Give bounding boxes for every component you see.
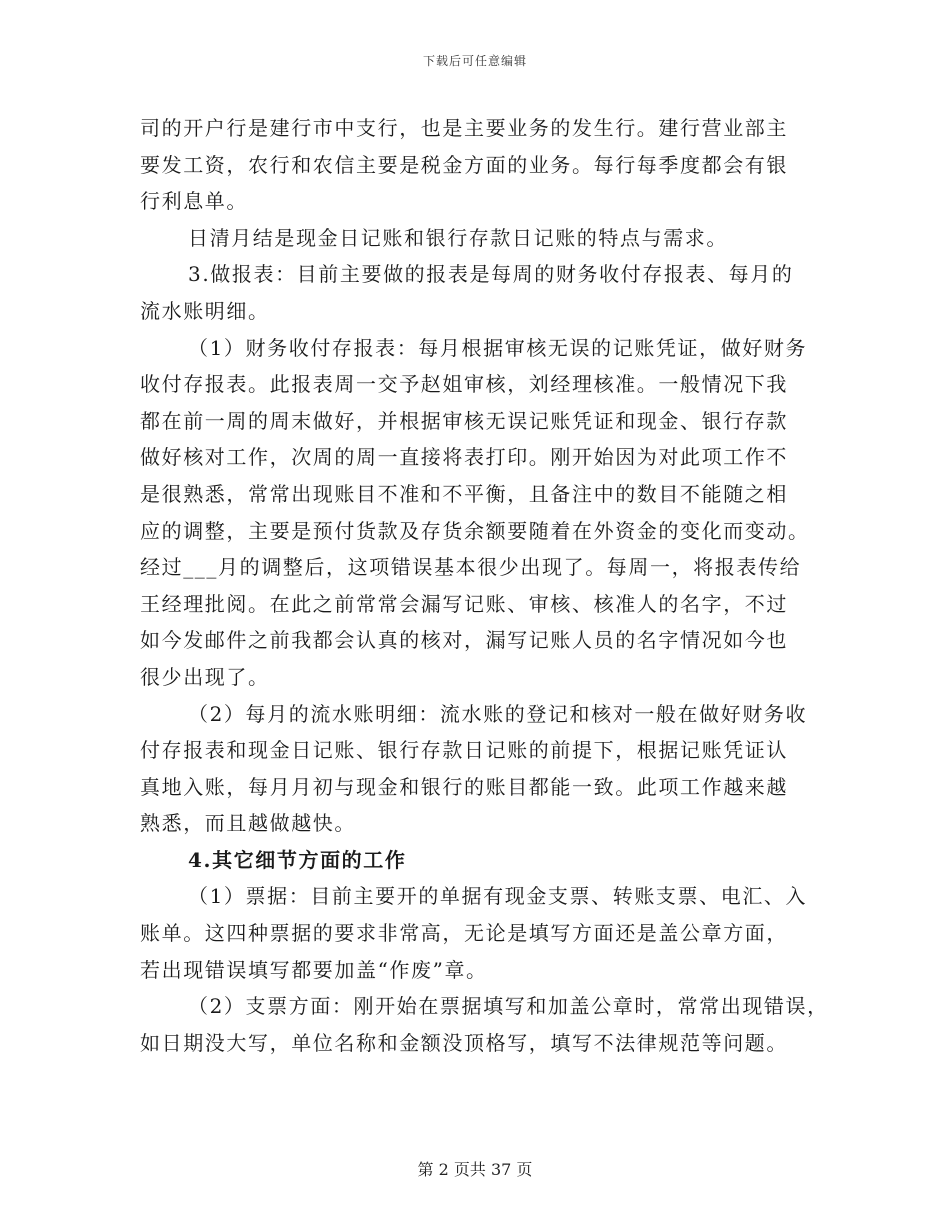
text-line: （2）支票方面：刚开始在票据填写和加盖公章时，常常出现错误，: [188, 994, 829, 1019]
text-line: 付存报表和现金日记账、银行存款日记账的前提下，根据记账凭证认: [140, 738, 788, 763]
document-body: [140, 110, 829, 1061]
text-line: 都在前一周的周末做好，并根据审核无误记账凭证和现金、银行存款: [140, 408, 788, 433]
text-line: 真地入账，每月月初与现金和银行的账目都能一致。此项工作越来越: [140, 774, 788, 799]
text-line: 3.做报表：目前主要做的报表是每周的财务收付存报表、每月的: [188, 262, 794, 287]
text-line: 经过___月的调整后，这项错误基本很少出现了。每周一，将报表传给: [140, 555, 802, 580]
text-line: 收付存报表。此报表周一交予赵姐审核，刘经理核准。一般情况下我: [140, 372, 788, 397]
text-line: 流水账明细。: [140, 298, 270, 323]
text-line: 王经理批阅。在此之前常常会漏写记账、审核、核准人的名字，不过: [140, 591, 788, 616]
text-line: （2）每月的流水账明细：流水账的登记和核对一般在做好财务收: [188, 701, 808, 726]
text-line: 账单。这四种票据的要求非常高，无论是填写方面还是盖公章方面，: [140, 921, 788, 946]
text-line: 很少出现了。: [140, 664, 270, 689]
text-line: 如今发邮件之前我都会认真的核对，漏写记账人员的名字情况如今也: [140, 628, 788, 653]
text-line: 如日期没大写，单位名称和金额没顶格写，填写不法律规范等问题。: [140, 1030, 788, 1055]
text-line: 司的开户行是建行市中支行，也是主要业务的发生行。建行营业部主: [140, 116, 788, 140]
text-line: （1）财务收付存报表：每月根据审核无误的记账凭证，做好财务: [188, 335, 808, 360]
page-footer: 第 2 页共 37 页: [417, 1160, 533, 1179]
text-line: 应的调整，主要是预付货款及存货余额要随着在外资金的变化而变动。: [140, 518, 810, 543]
text-line: 是很熟悉，常常出现账目不准和不平衡，且备注中的数目不能随之相: [140, 481, 788, 506]
text-line: 行利息单。: [140, 189, 248, 214]
text-line: 熟悉，而且越做越快。: [140, 811, 356, 836]
text-line: 若出现错误填写都要加盖“作废”章。: [140, 957, 488, 982]
text-line: 日清月结是现金日记账和银行存款日记账的特点与需求。: [188, 225, 728, 250]
section-heading: 4.其它细节方面的工作: [188, 847, 407, 872]
text-line: 做好核对工作，次周的周一直接将表打印。刚开始因为对此项工作不: [140, 445, 788, 470]
text-line: （1）票据：目前主要开的单据有现金支票、转账支票、电汇、入: [188, 884, 808, 909]
page-header: 下载后可任意编辑: [422, 54, 527, 68]
text-line: 要发工资，农行和农信主要是税金方面的业务。每行每季度都会有银: [140, 152, 788, 177]
